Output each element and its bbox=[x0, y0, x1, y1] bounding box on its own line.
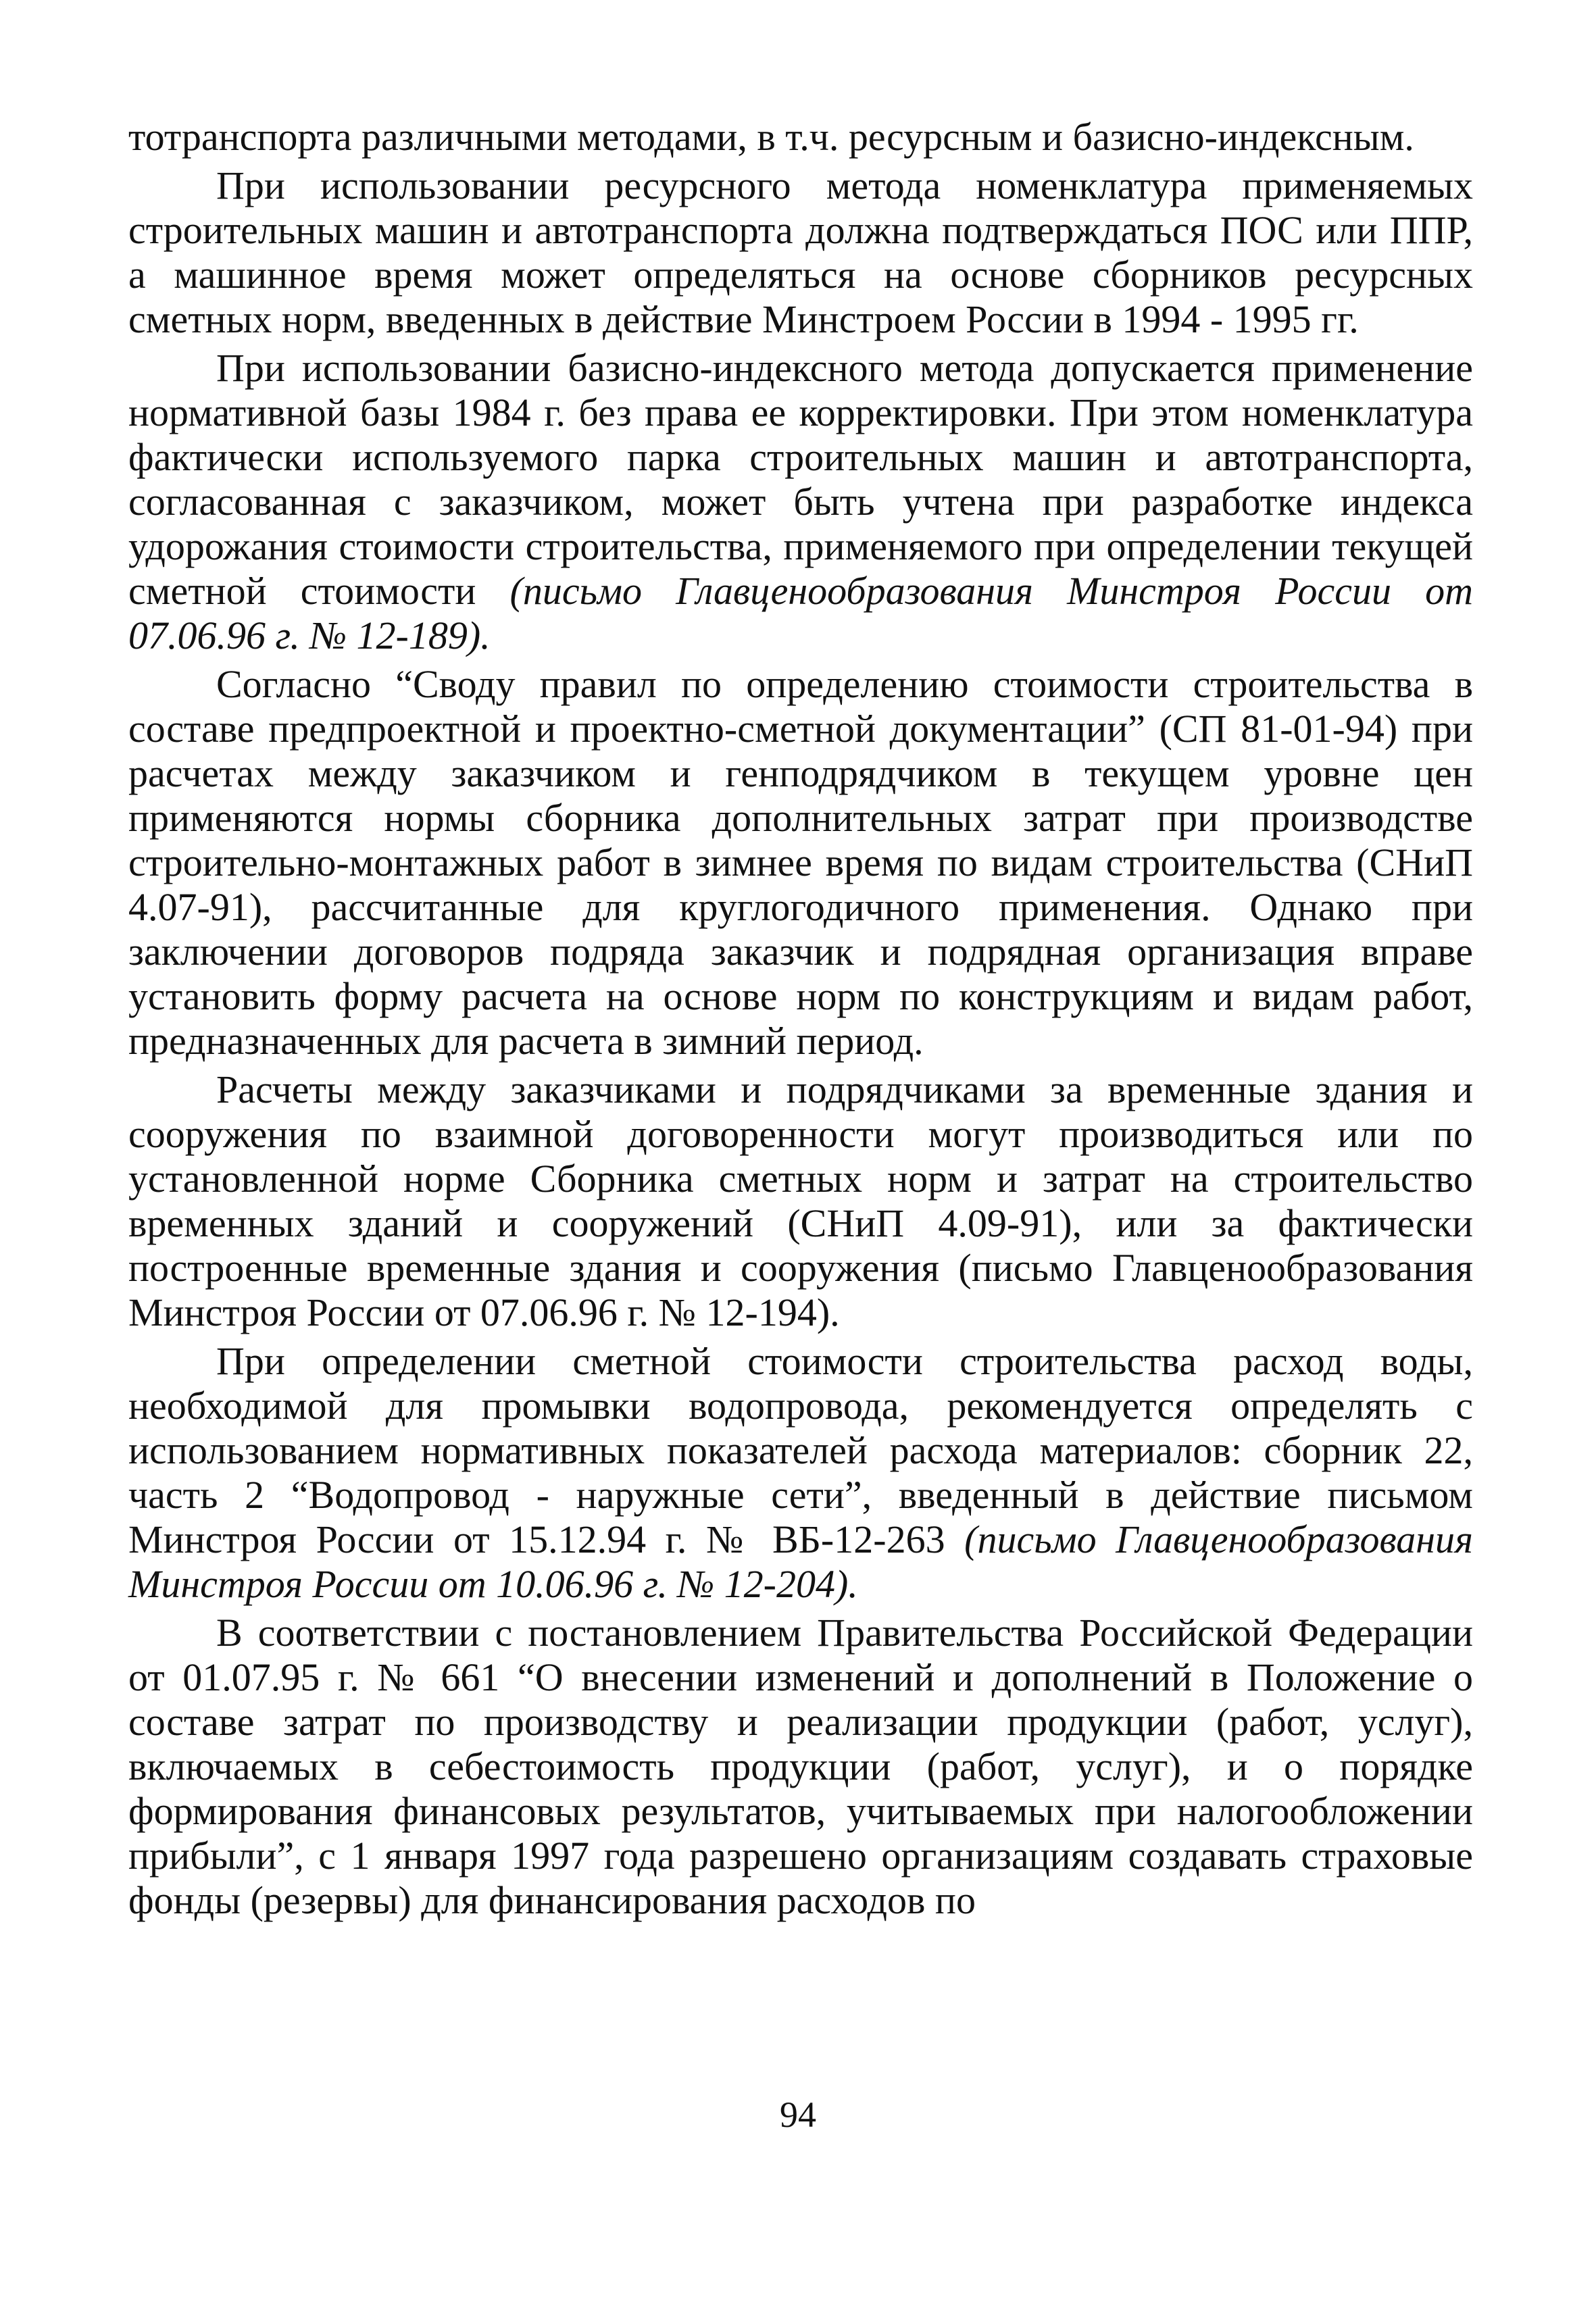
paragraph-text: При использовании базисно-индексного метода допускается применение нормативной базы 1984 г. без права ее корректировки. При этом номенклатура фактически используемого парка строительных машин и автотранспорта, согласованная с заказчиком, может быть учтена при разработке индекса удорожания стоимости строительства, применяемого при определении текущей сметной стоимости bbox=[128, 346, 1473, 613]
paragraph bbox=[128, 115, 1473, 159]
page-number: 94 bbox=[780, 2094, 816, 2135]
paragraph-text: При определении сметной стоимости строительства расход воды, необходимой для промывки водопровода, рекомендуется определять с использованием нормативных показателей расхода материалов: сборник 22, часть 2 “Водопровод - наружные сети”, введенный в действие письмом Минстроя России от 15.12.94 г. № ВБ-12-263 bbox=[128, 1339, 1473, 1561]
paragraph bbox=[128, 164, 1473, 342]
paragraph bbox=[128, 1611, 1473, 1923]
paragraph-text: тотранспорта различными методами, в т.ч. ресурсным и базисно-индексным. bbox=[128, 115, 1414, 159]
paragraph-text: Расчеты между заказчиками и подрядчиками за временные здания и сооружения по взаимной договоренности могут производиться или по установленной норме Сборника сметных норм и затрат на строительство временных зданий и сооружений (СНиП 4.09-91), или за фактически построенные временные здания и сооружения (письмо Главценообразования Минстроя России от 07.06.96 г. № 12-194). bbox=[128, 1067, 1473, 1334]
paragraph-citation: (письмо Главценообразования Минстроя России от 10.06.96 г. № 12-204). bbox=[128, 1517, 1473, 1606]
paragraph bbox=[128, 1067, 1473, 1335]
paragraph bbox=[128, 662, 1473, 1063]
paragraph-text: При использовании ресурсного метода номенклатура применяемых строительных машин и автотранспорта должна подтверждаться ПОС или ППР, а машинное время может определяться на основе сборников ресурсных сметных норм, введенных в действие Минстроем России в 1994 - 1995 гг. bbox=[128, 164, 1473, 341]
paragraph-text: В соответствии с постановлением Правительства Российской Федерации от 01.07.95 г. № 661 “О внесении изменений и дополнений в Положение о составе затрат по производству и реализации продукции (работ, услуг), включаемых в себестоимость продукции (работ, услуг), и о порядке формирования финансовых результатов, учитываемых при налогообложении прибыли”, с 1 января 1997 года разрешено организациям создавать страховые фонды (резервы) для финансирования расходов по bbox=[128, 1611, 1473, 1922]
document-body bbox=[128, 115, 1473, 1923]
paragraph bbox=[128, 346, 1473, 658]
paragraph-citation: (письмо Главценообразования Минстроя России от 07.06.96 г. № 12-189). bbox=[128, 569, 1473, 657]
paragraph-text: Согласно “Своду правил по определению стоимости строительства в составе предпроектной и проектно-сметной документации” (СП 81-01-94) при расчетах между заказчиком и генподрядчиком в текущем уровне цен применяются нормы сборника дополнительных затрат при производстве строительно-монтажных работ в зимнее время по видам строительства (СНиП 4.07-91), рассчитанные для круглогодичного применения. Однако при заключении договоров подряда заказчик и подрядная организация вправе установить форму расчета на основе норм по конструкциям и видам работ, предназначенных для расчета в зимний период. bbox=[128, 662, 1473, 1063]
paragraph bbox=[128, 1339, 1473, 1607]
